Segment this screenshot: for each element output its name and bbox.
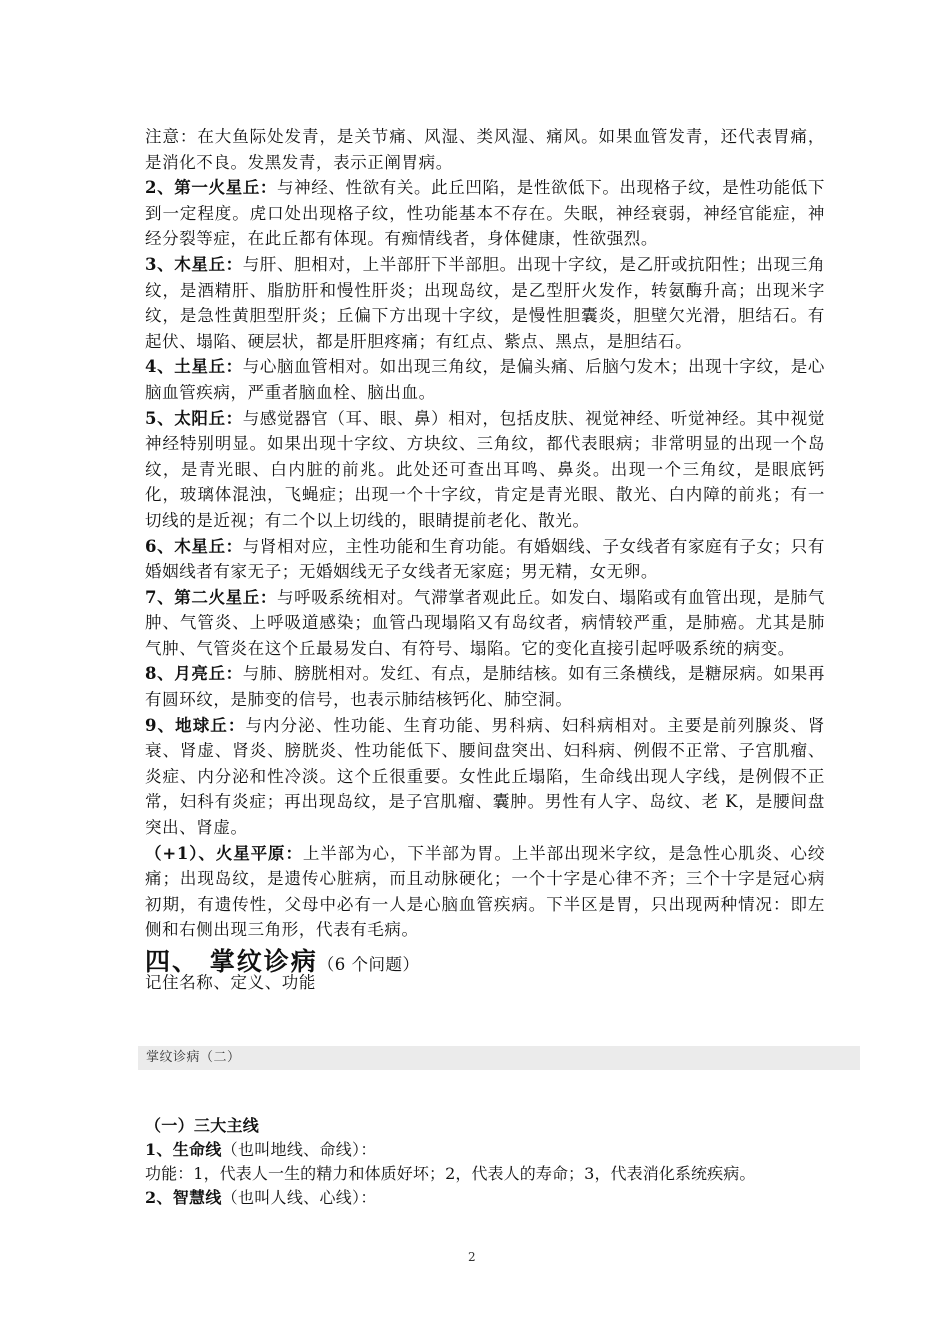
paragraph-second-mars-mount: 7、第二火星丘：与呼吸系统相对。气滞掌者观此丘。如发白、塌陷或有血管出现，是肺气肿、气管炎、上呼吸道感染；血管凸现塌陷又有岛纹者，病情较严重，是肺癌。尤其是肺气肿、气管炎在这个丘最易发白、有符号、塌陷。它的变化直接引起呼吸系统的病变。 xyxy=(145,587,826,658)
section-title: （一）三大主线 xyxy=(145,1116,260,1135)
page-number: 2 xyxy=(468,1250,476,1264)
paragraph-jupiter-mount: 3、木星丘：与肝、胆相对，上半部肝下半部胆。出现十字纹，是乙肝或抗阳性；出现三角纹，是酒精肝、脂肪肝和慢性肝炎；出现岛纹，是乙型肝火发作，转氨酶升高；出现米字纹，是急性黄胆型肝炎；丘偏下方出现十字纹，是慢性胆囊炎，胆壁欠光滑，胆结石。有起伏、塌陷、硬层状，都是肝胆疼痛；有红点、紫点、黑点，是胆结石。 xyxy=(145,254,825,351)
life-line-function: 功能：1，代表人一生的精力和体质好坏；2，代表人的寿命；3，代表消化系统疾病。 xyxy=(145,1164,756,1183)
main-lines-section xyxy=(145,1114,865,1210)
paragraph-earth-mount: 9、地球丘：与内分泌、性功能、生育功能、男科病、妇科病相对。主要是前列腺炎、肾衰、肾虚、肾炎、膀胱炎、性功能低下、腰间盘突出、妇科病、例假不正常、子宫肌瘤、炎症、内分泌和性冷淡。这个丘很重要。女性此丘塌陷，生命线出现人字线，是例假不正常，妇科有炎症；再出现岛纹，是子宫肌瘤、囊肿。男性有人字、岛纹、老 K，是腰间盘突出、肾虚。 xyxy=(145,715,825,838)
paragraph-sun-mount: 5、太阳丘：与感觉器官（耳、眼、鼻）相对，包括皮肤、视觉神经、听觉神经。其中视觉神经特别明显。如果出现十字纹、方块纹、三角纹，都代表眼病；非常明显的出现一个岛纹，是青光眼、白内脏的前兆。此处还可查出耳鸣、鼻炎。出现一个三角纹，是眼底钙化，玻璃体混浊，飞蝇症；出现一个十字纹，肯定是青光眼、散光、白内障的前兆；有一切线的是近视；有二个以上切线的，眼睛提前老化、散光。 xyxy=(145,408,825,530)
body-text xyxy=(145,124,825,943)
paragraph-mars-plain: （+1）、火星平原：上半部为心，下半部为胃。上半部出现米字纹，是急性心肌炎、心绞痛；出现岛纹，是遗传心脏病，而且动脉硬化；一个十字是心律不齐；三个十字是冠心病初期，有遗传性，父母中必有一人是心脑血管疾病。下半区是胃，只出现两种情况：即左侧和右侧出现三角形，代表有毛病。 xyxy=(145,843,826,940)
section-heading-four: 四、 掌纹诊病（6 个问题） xyxy=(145,947,420,976)
paragraph-note: 注意：在大鱼际处发青，是关节痛、风湿、类风湿、痛风。如果血管发青，还代表胃痛，是消化不良。发黑发青，表示正阐胃病。 xyxy=(145,127,825,172)
paragraph-saturn-mount: 4、土星丘：与心脑血管相对。如出现三角纹，是偏头痛、后脑勺发木；出现十字纹，是心脑血管疾病，严重者脑血栓、脑出血。 xyxy=(145,357,825,402)
life-line-heading: 1、生命线（也叫地线、命线）： xyxy=(145,1140,377,1159)
paragraph-mercury-mount: 6、木星丘：与肾相对应，主性功能和生育功能。有婚姻线、子女线者有家庭有子女；只有婚姻线者有家无子；无婚姻线无子女线者无家庭；男无精，女无卵。 xyxy=(145,536,825,582)
memo-line: 记住名称、定义、功能 xyxy=(145,973,316,992)
paragraph-first-mars-mount: 2、第一火星丘：与神经、性欲有关。此丘凹陷，是性欲低下。出现格子纹，是性功能低下到一定程度。虎口处出现格子纹，性功能基本不存在。失眠，神经衰弱，神经官能症，神经分裂等症，在此丘都有体现。有痴情线者，身体健康，性欲强烈。 xyxy=(145,178,826,249)
header-band xyxy=(138,1046,860,1070)
header-band-title: 掌纹诊病（二） xyxy=(146,1050,241,1065)
wisdom-line-heading: 2、智慧线（也叫人线、心线）： xyxy=(145,1188,377,1207)
paragraph-moon-mount: 8、月亮丘：与肺、膀胱相对。发红、有点，是肺结核。如有三条横线，是糖尿病。如果再有圆环纹，是肺变的信号，也表示肺结核钙化、肺空洞。 xyxy=(145,664,825,710)
